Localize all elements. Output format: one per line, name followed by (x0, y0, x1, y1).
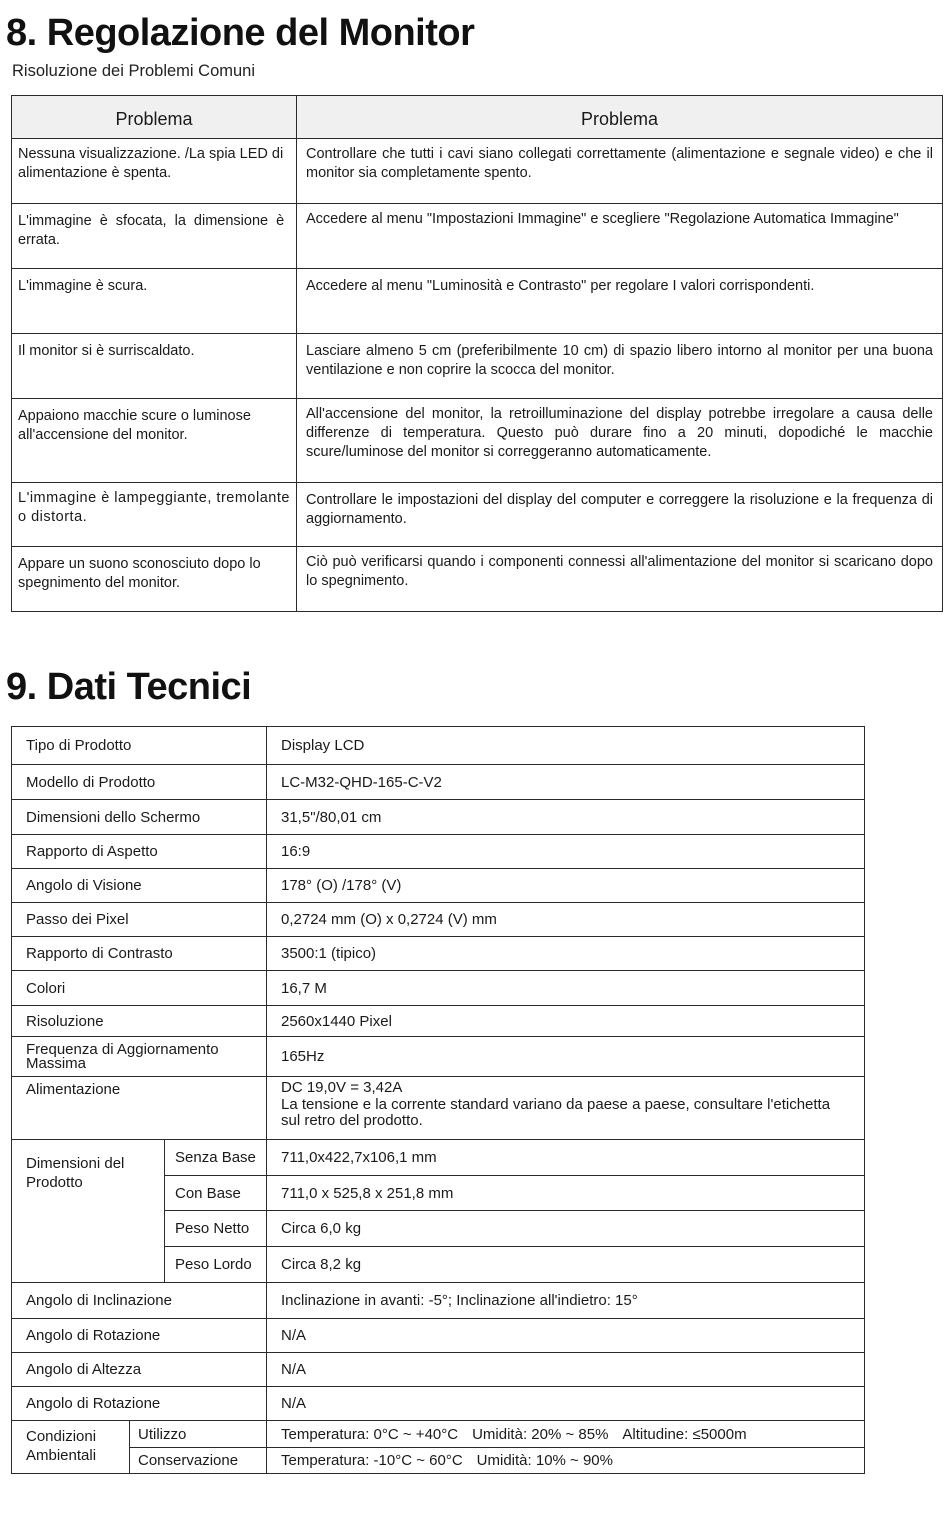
problem-cell: L'immagine è scura. (12, 269, 297, 334)
spec-label: Alimentazione (12, 1077, 267, 1140)
column-header-problem: Problema (12, 96, 297, 139)
spec-label: Angolo di Altezza (12, 1353, 267, 1387)
problem-cell: L'immagine è lampeggiante, tremolante o distorta. (12, 483, 297, 547)
troubleshooting-table (11, 95, 943, 612)
spec-row (12, 727, 865, 765)
dimension-value: Circa 8,2 kg (267, 1247, 865, 1283)
solution-cell: Accedere al menu "Luminosità e Contrasto" per regolare I valori corrispondenti. (297, 269, 943, 334)
spec-label: Rapporto di Contrasto (12, 937, 267, 971)
spec-row (12, 903, 865, 937)
problem-cell: Appare un suono sconosciuto dopo lo spegnimento del monitor. (12, 547, 297, 612)
environment-usage-value (267, 1421, 865, 1448)
spec-value: Display LCD (267, 727, 865, 765)
spec-value: N/A (267, 1387, 865, 1421)
spec-row (12, 1353, 865, 1387)
spec-label: Angolo di Rotazione (12, 1319, 267, 1353)
environment-sublabel: Utilizzo (130, 1421, 267, 1448)
section-8-subtitle: Risoluzione dei Problemi Comuni (12, 62, 256, 80)
table-row (12, 204, 943, 269)
power-rating: DC 19,0V = 3,42A (281, 1079, 403, 1096)
spec-row (12, 1006, 865, 1037)
solution-cell: All'accensione del monitor, la retroilluminazione del display potrebbe irregolare a causa delle differenze di temperatura. Questo può durare fino a 20 minuti, dopodiché le macchie scure/luminose del monitor si correggeranno automaticamente. (297, 399, 943, 483)
spec-value: Inclinazione in avanti: -5°; Inclinazione all'indietro: 15° (267, 1283, 865, 1319)
spec-value: 16,7 M (267, 971, 865, 1006)
spec-row (12, 1387, 865, 1421)
spec-row (12, 835, 865, 869)
table-row (12, 269, 943, 334)
section-8-title: 8. Regolazione del Monitor (6, 12, 475, 54)
environment-sublabel: Conservazione (130, 1448, 267, 1474)
environment-label: Condizioni Ambientali (12, 1421, 130, 1474)
spec-value: N/A (267, 1319, 865, 1353)
spec-row (12, 869, 865, 903)
spec-label: Angolo di Rotazione (12, 1387, 267, 1421)
dimension-sublabel: Peso Netto (165, 1211, 267, 1247)
solution-cell: Controllare che tutti i cavi siano collegati correttamente (alimentazione e segnale video) e che il monitor sia completamente spento. (297, 139, 943, 204)
spec-row (12, 1319, 865, 1353)
spec-value: 0,2724 mm (O) x 0,2724 (V) mm (267, 903, 865, 937)
problem-cell: Appaiono macchie scure o luminose all'accensione del monitor. (12, 399, 297, 483)
dimension-sublabel: Peso Lordo (165, 1247, 267, 1283)
spec-label: Tipo di Prodotto (12, 727, 267, 765)
dimension-value: Circa 6,0 kg (267, 1211, 865, 1247)
technical-data-table (11, 726, 865, 1474)
spec-row (12, 765, 865, 800)
usage-temperature: Temperatura: 0°C ~ +40°C (281, 1425, 459, 1443)
spec-label: Passo dei Pixel (12, 903, 267, 937)
spec-row-power (12, 1077, 865, 1140)
spec-value: 31,5"/80,01 cm (267, 800, 865, 835)
section-9-title: 9. Dati Tecnici (6, 666, 252, 708)
spec-label: Risoluzione (12, 1006, 267, 1037)
power-note: La tensione e la corrente standard variano da paese a paese, consultare l'etichetta sul retro del prodotto. (281, 1095, 831, 1129)
problem-cell: L'immagine è sfocata, la dimensione è errata. (12, 204, 297, 269)
dimension-sublabel: Senza Base (165, 1140, 267, 1176)
table-row (12, 547, 943, 612)
spec-label: Modello di Prodotto (12, 765, 267, 800)
spec-row-environment (12, 1448, 865, 1474)
spec-label: Angolo di Inclinazione (12, 1283, 267, 1319)
spec-row (12, 1283, 865, 1319)
dimensions-label: Dimensioni del Prodotto (12, 1140, 165, 1283)
spec-label: Rapporto di Aspetto (12, 835, 267, 869)
spec-row (12, 937, 865, 971)
spec-value: 3500:1 (tipico) (267, 937, 865, 971)
spec-row-environment (12, 1421, 865, 1448)
usage-humidity: Umidità: 20% ~ 85% (472, 1425, 609, 1443)
spec-label: Colori (12, 971, 267, 1006)
spec-label: Dimensioni dello Schermo (12, 800, 267, 835)
problem-cell: Nessuna visualizzazione. /La spia LED di alimentazione è spenta. (12, 139, 297, 204)
spec-row (12, 1037, 865, 1077)
spec-value: N/A (267, 1353, 865, 1387)
spec-value: 165Hz (267, 1037, 865, 1077)
table-header-row (12, 96, 943, 139)
table-row (12, 399, 943, 483)
solution-cell: Controllare le impostazioni del display del computer e correggere la risoluzione e la frequenza di aggiornamento. (297, 483, 943, 547)
environment-storage-value (267, 1448, 865, 1474)
spec-value: 178° (O) /178° (V) (267, 869, 865, 903)
usage-altitude: Altitudine: ≤5000m (622, 1425, 747, 1443)
spec-value-power (267, 1077, 865, 1140)
spec-value: 2560x1440 Pixel (267, 1006, 865, 1037)
table-row (12, 483, 943, 547)
solution-cell: Accedere al menu "Impostazioni Immagine" e scegliere "Regolazione Automatica Immagine" (297, 204, 943, 269)
table-row (12, 139, 943, 204)
dimension-value: 711,0x422,7x106,1 mm (267, 1140, 865, 1176)
table-row (12, 334, 943, 399)
spec-label: Frequenza di Aggiornamento Massima (12, 1037, 267, 1077)
solution-cell: Lasciare almeno 5 cm (preferibilmente 10 cm) di spazio libero intorno al monitor per una buona ventilazione e non coprire la scocca del monitor. (297, 334, 943, 399)
spec-row (12, 800, 865, 835)
problem-cell: Il monitor si è surriscaldato. (12, 334, 297, 399)
column-header-solution: Problema (297, 96, 943, 139)
solution-cell: Ciò può verificarsi quando i componenti connessi all'alimentazione del monitor si scaricano dopo lo spegnimento. (297, 547, 943, 612)
dimension-value: 711,0 x 525,8 x 251,8 mm (267, 1176, 865, 1211)
spec-value: 16:9 (267, 835, 865, 869)
dimension-sublabel: Con Base (165, 1176, 267, 1211)
spec-row-dimensions (12, 1140, 865, 1176)
spec-value: LC-M32-QHD-165-C-V2 (267, 765, 865, 800)
spec-label: Angolo di Visione (12, 869, 267, 903)
storage-temperature: Temperatura: -10°C ~ 60°C (281, 1452, 463, 1469)
storage-humidity: Umidità: 10% ~ 90% (476, 1452, 613, 1469)
spec-row (12, 971, 865, 1006)
